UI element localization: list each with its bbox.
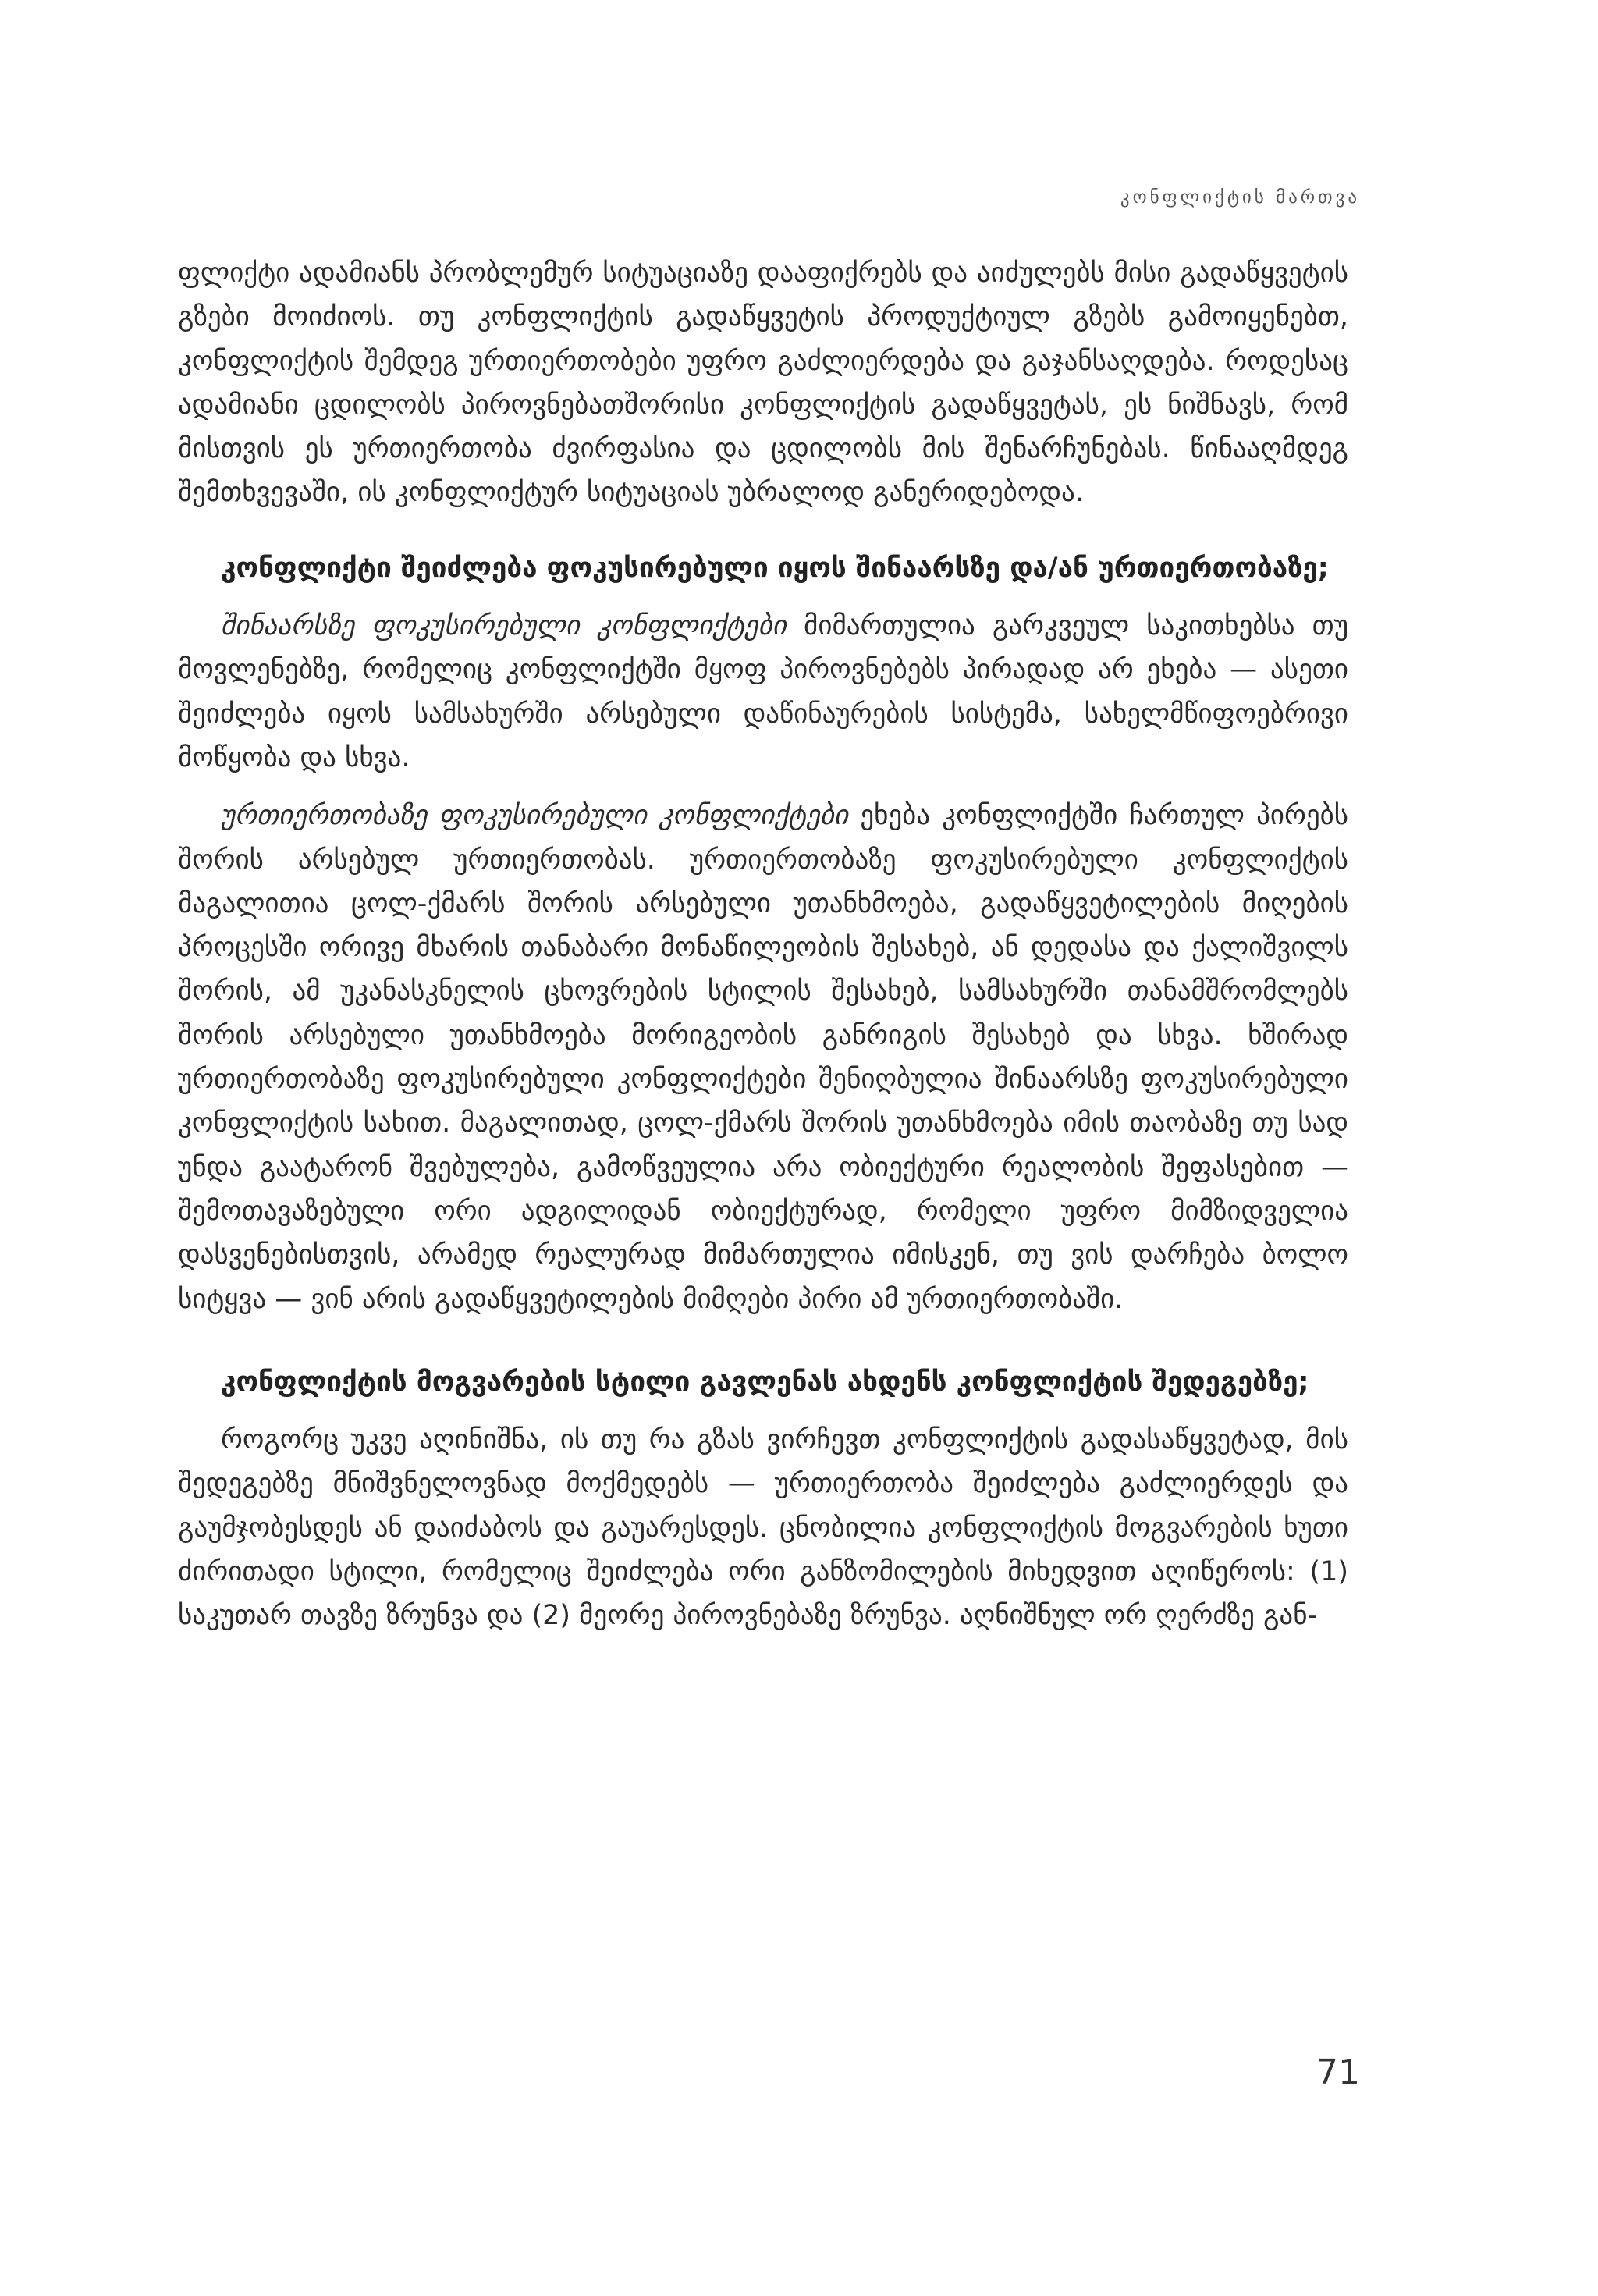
- term-content-focused-conflicts: შინაარსზე ფოკუსირებული კონფლიქტები: [221, 610, 787, 642]
- paragraph-resolution-styles: როგორც უკვე აღინიშნა, ის თუ რა გზას ვირჩევთ კონფლიქტის გადასაწყვეტად, მის შედეგებზე მნიშვნელოვნად მოქმედებს — ურთიერთობა შეიძლება გაძლიერდეს და გაუმჯობესდეს ან დაიძაბოს და გაუარესდეს. ცნობილია კონფლიქტის მოგვარების ხუთი ძირითადი სტილი, რომელიც შეიძლება ორი განზომილების მიხედვით აღიწეროს: (1) საკუთარ თავზე ზრუნვა და (2) მეორე პიროვნებაზე ზრუნვა. აღნიშნულ ორ ღერძზე გან-: [178, 1424, 1348, 1632]
- section-heading-content-relationship: კონფლიქტი შეიძლება ფოკუსირებული იყოს შინაარსზე და/ან ურთიერთობაზე;: [221, 552, 1329, 584]
- paragraph-content-conflicts-text: მიმართულია გარკვეულ საკითხებსა თუ მოვლენებზე, რომელიც კონფლიქტში მყოფ პიროვნებებს პირადად არ ეხება — ასეთი შეიძლება იყოს სამსახურში არსებული დაწინაურების სისტემა, სახელმწიფოებრივი მოწყობა და სხვა.: [178, 610, 1348, 773]
- running-header: კონფლიქტის მართვა: [1120, 187, 1360, 208]
- body-text: [178, 251, 1348, 1638]
- section-heading-resolution-style: კონფლიქტის მოგვარების სტილი გავლენას ახდენს კონფლიქტის შედეგებზე;: [221, 1366, 1309, 1398]
- term-relationship-focused-conflicts: ურთიერთობაზე ფოკუსირებული კონფლიქტები: [221, 800, 849, 832]
- paragraph-content-conflicts: [178, 604, 1348, 780]
- paragraph-intro: ფლიქტი ადამიანს პრობლემურ სიტუაციაზე დააფიქრებს და აიძულებს მისი გადაწყვეტის გზები მოიძიოს. თუ კონფლიქტის გადაწყვეტის პროდუქტიულ გზებს გამოიყენებთ, კონფლიქტის შემდეგ ურთიერთობები უფრო გაძლიერდება და გაჯანსაღდება. როდესაც ადამიანი ცდილობს პიროვნებათშორისი კონფლიქტის გადაწყვეტას, ეს ნიშნავს, რომ მისთვის ეს ურთიერთობა ძვირფასია და ცდილობს მის შენარჩუნებას. წინააღმდეგ შემთხვევაში, ის კონფლიქტურ სიტუაციას უბრალოდ განერიდებოდა.: [178, 258, 1348, 509]
- page-number: 71: [1316, 2053, 1360, 2092]
- paragraph-relationship-conflicts: [178, 794, 1348, 1321]
- paragraph-relationship-conflicts-text: ეხება კონფლიქტში ჩართულ პირებს შორის არსებულ ურთიერთობას. ურთიერთობაზე ფოკუსირებული კონფლიქტის მაგალითია ცოლ-ქმარს შორის არსებული უთანხმოება, გადაწყვეტილების მიღების პროცესში ორივე მხარის თანაბარი მონაწილეობის შესახებ, ან დედასა და ქალიშვილს შორის, ამ უკანასკნელის ცხოვრების სტილის შესახებ, სამსახურში თანამშრომლებს შორის არსებული უთანხმოება მორიგეობის განრიგის შესახებ და სხვა. ხშირად ურთიერთობაზე ფოკუსირებული კონფლიქტები შენიღბულია შინაარსზე ფოკუსირებული კონფლიქტის სახით. მაგალითად, ცოლ-ქმარს შორის უთანხმოება იმის თაობაზე თუ სად უნდა გაატარონ შვებულება, გამოწვეულია არა ობიექტური რეალობის შეფასებით — შემოთავაზებული ორი ადგილიდან ობიექტურად, რომელი უფრო მიმზიდველია დასვენებისთვის, არამედ რეალურად მიმართულია იმისკენ, თუ ვის დარჩება ბოლო სიტყვა — ვინ არის გადაწყვეტილების მიმღები პირი ამ ურთიერთობაში.: [178, 800, 1348, 1315]
